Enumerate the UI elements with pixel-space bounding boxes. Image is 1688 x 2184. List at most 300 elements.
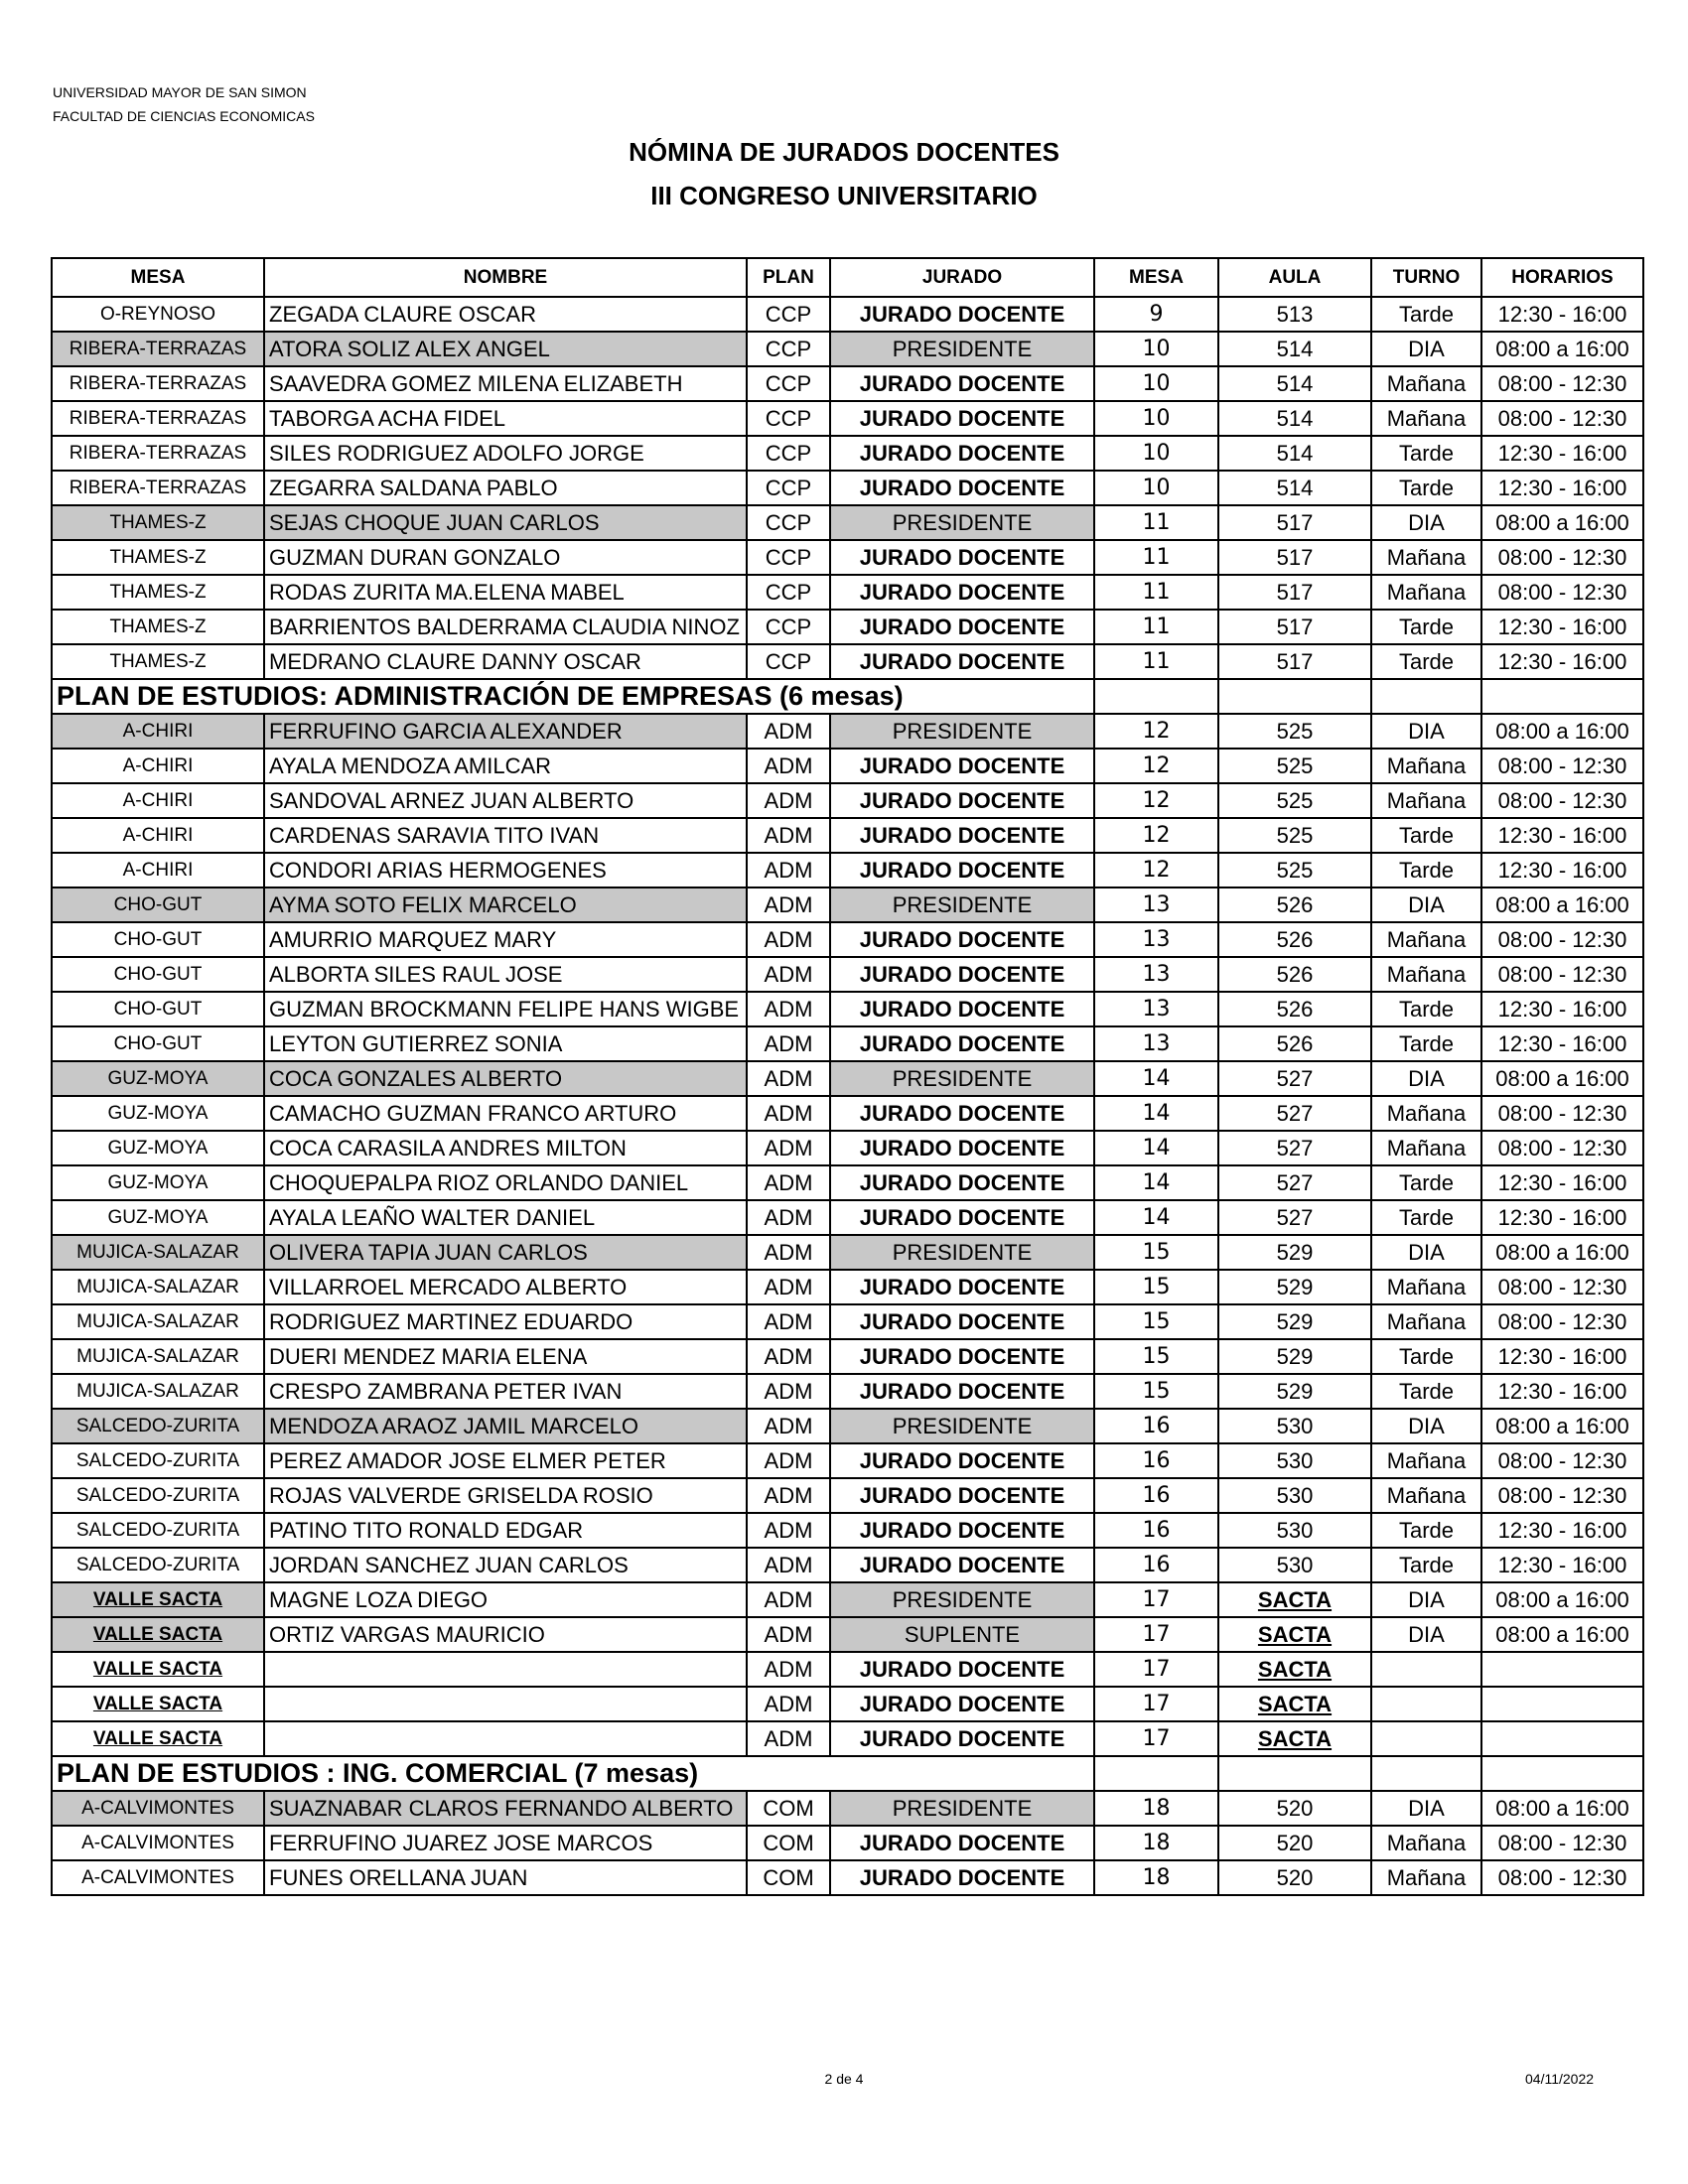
table-row [52,297,1643,332]
cell-nombre: FERRUFINO GARCIA ALEXANDER [264,714,747,749]
cell-mesa: SALCEDO-ZURITA [52,1409,264,1443]
cell-mesa-number: 18 [1094,1826,1218,1860]
cell-mesa-number: 14 [1094,1096,1218,1131]
empty-cell [1218,679,1371,714]
cell-mesa-number: 13 [1094,1026,1218,1061]
cell-aula: 530 [1218,1478,1371,1513]
cell-jurado: JURADO DOCENTE [830,1165,1094,1200]
cell-aula: 517 [1218,540,1371,575]
cell-plan: CCP [747,644,830,679]
cell-mesa-number: 18 [1094,1860,1218,1895]
cell-turno [1371,1687,1481,1721]
cell-mesa-number: 11 [1094,610,1218,644]
cell-nombre: AYALA MENDOZA AMILCAR [264,749,747,783]
header-jurado: JURADO [830,258,1094,297]
cell-nombre: SEJAS CHOQUE JUAN CARLOS [264,505,747,540]
cell-aula: 529 [1218,1304,1371,1339]
cell-jurado: JURADO DOCENTE [830,297,1094,332]
header-row [52,258,1643,297]
table-row [52,436,1643,471]
cell-turno: Tarde [1371,1548,1481,1582]
cell-plan: ADM [747,1304,830,1339]
cell-horario: 08:00 - 12:30 [1481,1131,1643,1165]
cell-mesa: CHO-GUT [52,922,264,957]
cell-mesa: GUZ-MOYA [52,1131,264,1165]
empty-cell [1481,679,1643,714]
cell-plan: ADM [747,1131,830,1165]
table-row [52,644,1643,679]
cell-plan: ADM [747,1339,830,1374]
cell-plan: CCP [747,401,830,436]
cell-nombre: ORTIZ VARGAS MAURICIO [264,1617,747,1652]
cell-aula: 525 [1218,783,1371,818]
table-row [52,853,1643,887]
cell-jurado: JURADO DOCENTE [830,436,1094,471]
cell-nombre: OLIVERA TAPIA JUAN CARLOS [264,1235,747,1270]
cell-plan: COM [747,1860,830,1895]
cell-plan: COM [747,1791,830,1826]
cell-mesa-number: 17 [1094,1617,1218,1652]
cell-mesa-number: 17 [1094,1652,1218,1687]
cell-turno [1371,1721,1481,1756]
cell-mesa-number: 15 [1094,1304,1218,1339]
cell-horario: 08:00 a 16:00 [1481,714,1643,749]
cell-nombre: ATORA SOLIZ ALEX ANGEL [264,332,747,366]
cell-turno: Mañana [1371,749,1481,783]
cell-mesa: VALLE SACTA [52,1687,264,1721]
header-aula: AULA [1218,258,1371,297]
cell-horario: 08:00 a 16:00 [1481,887,1643,922]
cell-jurado: JURADO DOCENTE [830,1200,1094,1235]
cell-mesa: GUZ-MOYA [52,1165,264,1200]
cell-horario: 08:00 - 12:30 [1481,922,1643,957]
cell-nombre: RODAS ZURITA MA.ELENA MABEL [264,575,747,610]
cell-turno: DIA [1371,714,1481,749]
table-row [52,1791,1643,1826]
table-row [52,1687,1643,1721]
cell-nombre: ROJAS VALVERDE GRISELDA ROSIO [264,1478,747,1513]
cell-turno: Mañana [1371,540,1481,575]
cell-turno: Mañana [1371,1443,1481,1478]
cell-horario: 08:00 - 12:30 [1481,1478,1643,1513]
cell-jurado: PRESIDENTE [830,714,1094,749]
table-row [52,1374,1643,1409]
cell-nombre: CHOQUEPALPA RIOZ ORLANDO DANIEL [264,1165,747,1200]
cell-horario: 08:00 - 12:30 [1481,1443,1643,1478]
cell-horario: 12:30 - 16:00 [1481,1513,1643,1548]
cell-plan: CCP [747,366,830,401]
table-row [52,714,1643,749]
cell-aula: 514 [1218,471,1371,505]
cell-mesa: RIBERA-TERRAZAS [52,471,264,505]
table-row [52,1652,1643,1687]
cell-nombre: VILLARROEL MERCADO ALBERTO [264,1270,747,1304]
cell-nombre: SUAZNABAR CLAROS FERNANDO ALBERTO [264,1791,747,1826]
empty-cell [1094,1756,1218,1791]
cell-turno: Mañana [1371,401,1481,436]
cell-jurado: PRESIDENTE [830,1791,1094,1826]
cell-mesa: RIBERA-TERRAZAS [52,436,264,471]
cell-horario: 12:30 - 16:00 [1481,1200,1643,1235]
cell-horario: 08:00 a 16:00 [1481,1582,1643,1617]
cell-jurado: PRESIDENTE [830,887,1094,922]
cell-turno: DIA [1371,1791,1481,1826]
table-row [52,1721,1643,1756]
table-row [52,1513,1643,1548]
table-row [52,818,1643,853]
table-row [52,1270,1643,1304]
cell-plan: CCP [747,436,830,471]
cell-aula: 520 [1218,1826,1371,1860]
cell-turno: Tarde [1371,1339,1481,1374]
cell-nombre [264,1721,747,1756]
empty-cell [1371,1756,1481,1791]
cell-horario: 08:00 a 16:00 [1481,332,1643,366]
cell-aula: 526 [1218,922,1371,957]
cell-horario: 08:00 - 12:30 [1481,1096,1643,1131]
cell-horario: 08:00 - 12:30 [1481,1860,1643,1895]
roster-body [52,297,1643,1895]
cell-plan: COM [747,1826,830,1860]
cell-mesa-number: 14 [1094,1061,1218,1096]
cell-mesa: SALCEDO-ZURITA [52,1548,264,1582]
cell-plan: ADM [747,714,830,749]
cell-mesa: GUZ-MOYA [52,1061,264,1096]
header-plan: PLAN [747,258,830,297]
cell-plan: ADM [747,1026,830,1061]
cell-aula: 526 [1218,887,1371,922]
table-row [52,332,1643,366]
table-row [52,1304,1643,1339]
table-row [52,749,1643,783]
cell-aula: 514 [1218,332,1371,366]
cell-horario: 08:00 - 12:30 [1481,1270,1643,1304]
cell-turno: Tarde [1371,853,1481,887]
cell-nombre: FUNES ORELLANA JUAN [264,1860,747,1895]
cell-aula: SACTA [1218,1652,1371,1687]
cell-mesa: A-CHIRI [52,818,264,853]
cell-turno: Mañana [1371,1860,1481,1895]
cell-horario: 08:00 a 16:00 [1481,1409,1643,1443]
cell-aula: SACTA [1218,1721,1371,1756]
cell-aula: 525 [1218,853,1371,887]
cell-mesa: MUJICA-SALAZAR [52,1374,264,1409]
cell-horario: 12:30 - 16:00 [1481,853,1643,887]
cell-nombre: AYALA LEAÑO WALTER DANIEL [264,1200,747,1235]
cell-aula: 514 [1218,436,1371,471]
cell-mesa: MUJICA-SALAZAR [52,1304,264,1339]
section-title: PLAN DE ESTUDIOS: ADMINISTRACIÓN DE EMPRESAS (6 mesas) [52,679,1094,714]
cell-plan: CCP [747,471,830,505]
cell-plan: ADM [747,1478,830,1513]
cell-aula: 526 [1218,1026,1371,1061]
cell-mesa-number: 10 [1094,471,1218,505]
table-row [52,540,1643,575]
cell-turno: DIA [1371,332,1481,366]
cell-turno: Mañana [1371,366,1481,401]
cell-horario: 08:00 - 12:30 [1481,1826,1643,1860]
cell-horario: 12:30 - 16:00 [1481,1339,1643,1374]
section-header-row [52,1756,1643,1791]
cell-horario: 08:00 - 12:30 [1481,540,1643,575]
cell-jurado: JURADO DOCENTE [830,401,1094,436]
cell-turno: Tarde [1371,1026,1481,1061]
cell-horario: 12:30 - 16:00 [1481,436,1643,471]
cell-horario: 12:30 - 16:00 [1481,818,1643,853]
page-number: 2 de 4 [824,2071,864,2087]
cell-mesa: GUZ-MOYA [52,1200,264,1235]
cell-mesa-number: 14 [1094,1131,1218,1165]
cell-mesa: SALCEDO-ZURITA [52,1478,264,1513]
cell-mesa: A-CALVIMONTES [52,1860,264,1895]
cell-mesa-number: 16 [1094,1478,1218,1513]
cell-horario: 08:00 - 12:30 [1481,749,1643,783]
cell-turno: DIA [1371,1409,1481,1443]
cell-nombre: BARRIENTOS BALDERRAMA CLAUDIA NINOZ [264,610,747,644]
cell-mesa: RIBERA-TERRAZAS [52,332,264,366]
cell-jurado: JURADO DOCENTE [830,1721,1094,1756]
cell-turno: Tarde [1371,1165,1481,1200]
cell-horario: 12:30 - 16:00 [1481,644,1643,679]
cell-jurado: PRESIDENTE [830,332,1094,366]
empty-cell [1481,1756,1643,1791]
cell-mesa-number: 13 [1094,922,1218,957]
document-subtitle: III CONGRESO UNIVERSITARIO [650,181,1038,210]
cell-plan: ADM [747,783,830,818]
cell-turno: Mañana [1371,1131,1481,1165]
cell-mesa-number: 12 [1094,749,1218,783]
cell-mesa-number: 10 [1094,436,1218,471]
cell-mesa: RIBERA-TERRAZAS [52,401,264,436]
cell-mesa-number: 15 [1094,1270,1218,1304]
cell-nombre [264,1687,747,1721]
cell-nombre: FERRUFINO JUAREZ JOSE MARCOS [264,1826,747,1860]
cell-nombre: AYMA SOTO FELIX MARCELO [264,887,747,922]
table-row [52,1339,1643,1374]
cell-jurado: JURADO DOCENTE [830,922,1094,957]
cell-aula: 530 [1218,1548,1371,1582]
cell-turno: DIA [1371,505,1481,540]
table-row [52,1096,1643,1131]
cell-horario [1481,1652,1643,1687]
cell-turno: Mañana [1371,1270,1481,1304]
cell-plan: CCP [747,610,830,644]
cell-nombre: ALBORTA SILES RAUL JOSE [264,957,747,992]
cell-mesa: THAMES-Z [52,505,264,540]
cell-jurado: JURADO DOCENTE [830,1270,1094,1304]
cell-mesa-number: 15 [1094,1339,1218,1374]
table-row [52,1409,1643,1443]
cell-turno: DIA [1371,887,1481,922]
cell-nombre: ZEGADA CLAURE OSCAR [264,297,747,332]
cell-mesa-number: 11 [1094,505,1218,540]
cell-nombre: GUZMAN BROCKMANN FELIPE HANS WIGBE [264,992,747,1026]
cell-plan: ADM [747,1409,830,1443]
table-row [52,1026,1643,1061]
cell-plan: ADM [747,1721,830,1756]
empty-cell [1094,679,1218,714]
cell-turno: Tarde [1371,436,1481,471]
table-row [52,887,1643,922]
cell-mesa: O-REYNOSO [52,297,264,332]
cell-mesa-number: 14 [1094,1165,1218,1200]
cell-nombre: SILES RODRIGUEZ ADOLFO JORGE [264,436,747,471]
cell-plan: ADM [747,853,830,887]
cell-nombre: MAGNE LOZA DIEGO [264,1582,747,1617]
cell-plan: ADM [747,1235,830,1270]
cell-plan: ADM [747,1061,830,1096]
cell-jurado: JURADO DOCENTE [830,1026,1094,1061]
cell-mesa: MUJICA-SALAZAR [52,1270,264,1304]
cell-mesa-number: 13 [1094,992,1218,1026]
cell-plan: ADM [747,1513,830,1548]
cell-horario: 08:00 a 16:00 [1481,1791,1643,1826]
cell-mesa: RIBERA-TERRAZAS [52,366,264,401]
cell-nombre: SANDOVAL ARNEZ JUAN ALBERTO [264,783,747,818]
cell-turno: DIA [1371,1235,1481,1270]
cell-turno: Tarde [1371,644,1481,679]
cell-nombre: MEDRANO CLAURE DANNY OSCAR [264,644,747,679]
cell-jurado: JURADO DOCENTE [830,818,1094,853]
cell-mesa-number: 9 [1094,297,1218,332]
cell-plan: ADM [747,1200,830,1235]
cell-mesa: CHO-GUT [52,992,264,1026]
cell-jurado: JURADO DOCENTE [830,1443,1094,1478]
cell-aula: 529 [1218,1374,1371,1409]
cell-plan: CCP [747,505,830,540]
cell-horario: 12:30 - 16:00 [1481,471,1643,505]
faculty-name: FACULTAD DE CIENCIAS ECONOMICAS [53,108,315,124]
cell-mesa-number: 11 [1094,540,1218,575]
table-row [52,922,1643,957]
cell-turno: Mañana [1371,1826,1481,1860]
cell-horario: 08:00 a 16:00 [1481,505,1643,540]
cell-nombre: CRESPO ZAMBRANA PETER IVAN [264,1374,747,1409]
cell-jurado: PRESIDENTE [830,1409,1094,1443]
cell-plan: CCP [747,540,830,575]
cell-horario: 12:30 - 16:00 [1481,1548,1643,1582]
cell-mesa: CHO-GUT [52,957,264,992]
cell-nombre [264,1652,747,1687]
cell-mesa: A-CALVIMONTES [52,1826,264,1860]
cell-mesa: A-CALVIMONTES [52,1791,264,1826]
cell-aula: 527 [1218,1061,1371,1096]
cell-plan: ADM [747,887,830,922]
cell-horario: 08:00 - 12:30 [1481,783,1643,818]
cell-aula: 517 [1218,575,1371,610]
cell-mesa: THAMES-Z [52,540,264,575]
table-row [52,575,1643,610]
cell-aula: 529 [1218,1339,1371,1374]
jury-roster-table [51,257,1644,1896]
header-turno: TURNO [1371,258,1481,297]
cell-mesa-number: 16 [1094,1409,1218,1443]
cell-mesa: MUJICA-SALAZAR [52,1235,264,1270]
cell-nombre: DUERI MENDEZ MARIA ELENA [264,1339,747,1374]
cell-mesa: VALLE SACTA [52,1721,264,1756]
cell-plan: CCP [747,297,830,332]
cell-jurado: JURADO DOCENTE [830,575,1094,610]
cell-aula: 530 [1218,1409,1371,1443]
cell-nombre: GUZMAN DURAN GONZALO [264,540,747,575]
cell-mesa-number: 17 [1094,1582,1218,1617]
cell-horario: 08:00 - 12:30 [1481,366,1643,401]
cell-aula: SACTA [1218,1582,1371,1617]
header-mesa: MESA [52,258,264,297]
table-row [52,957,1643,992]
cell-nombre: CARDENAS SARAVIA TITO IVAN [264,818,747,853]
cell-plan: ADM [747,922,830,957]
cell-nombre: JORDAN SANCHEZ JUAN CARLOS [264,1548,747,1582]
cell-mesa: VALLE SACTA [52,1617,264,1652]
cell-horario: 08:00 - 12:30 [1481,401,1643,436]
cell-plan: ADM [747,818,830,853]
cell-mesa-number: 16 [1094,1513,1218,1548]
cell-nombre: COCA GONZALES ALBERTO [264,1061,747,1096]
cell-turno: Tarde [1371,992,1481,1026]
cell-nombre: SAAVEDRA GOMEZ MILENA ELIZABETH [264,366,747,401]
table-row [52,1860,1643,1895]
cell-horario: 08:00 a 16:00 [1481,1061,1643,1096]
cell-jurado: PRESIDENTE [830,1582,1094,1617]
cell-jurado: SUPLENTE [830,1617,1094,1652]
cell-aula: 529 [1218,1235,1371,1270]
cell-horario: 08:00 - 12:30 [1481,575,1643,610]
cell-turno: Tarde [1371,818,1481,853]
cell-jurado: JURADO DOCENTE [830,992,1094,1026]
cell-mesa: A-CHIRI [52,749,264,783]
document-date: 04/11/2022 [1525,2071,1595,2087]
cell-plan: ADM [747,992,830,1026]
cell-turno: Mañana [1371,922,1481,957]
table-row [52,1478,1643,1513]
cell-turno: Tarde [1371,471,1481,505]
cell-mesa-number: 14 [1094,1200,1218,1235]
cell-aula: 520 [1218,1860,1371,1895]
cell-plan: CCP [747,575,830,610]
header-horarios: HORARIOS [1481,258,1643,297]
cell-aula: 514 [1218,401,1371,436]
cell-aula: 513 [1218,297,1371,332]
cell-plan: ADM [747,1165,830,1200]
empty-cell [1218,1756,1371,1791]
cell-mesa-number: 10 [1094,401,1218,436]
cell-jurado: JURADO DOCENTE [830,1687,1094,1721]
cell-aula: 520 [1218,1791,1371,1826]
cell-turno: Mañana [1371,783,1481,818]
cell-plan: ADM [747,1096,830,1131]
cell-horario: 12:30 - 16:00 [1481,992,1643,1026]
cell-plan: ADM [747,749,830,783]
cell-turno: DIA [1371,1582,1481,1617]
cell-nombre: COCA CARASILA ANDRES MILTON [264,1131,747,1165]
cell-mesa-number: 12 [1094,818,1218,853]
cell-plan: ADM [747,1617,830,1652]
cell-horario [1481,1721,1643,1756]
cell-mesa-number: 17 [1094,1721,1218,1756]
section-title: PLAN DE ESTUDIOS : ING. COMERCIAL (7 mesas) [52,1756,1094,1791]
cell-nombre: AMURRIO MARQUEZ MARY [264,922,747,957]
cell-jurado: JURADO DOCENTE [830,1096,1094,1131]
cell-aula: SACTA [1218,1617,1371,1652]
table-row [52,401,1643,436]
cell-horario: 12:30 - 16:00 [1481,1374,1643,1409]
cell-mesa-number: 18 [1094,1791,1218,1826]
cell-nombre: ZEGARRA SALDANA PABLO [264,471,747,505]
cell-horario: 12:30 - 16:00 [1481,1026,1643,1061]
cell-jurado: JURADO DOCENTE [830,1826,1094,1860]
cell-mesa: CHO-GUT [52,1026,264,1061]
